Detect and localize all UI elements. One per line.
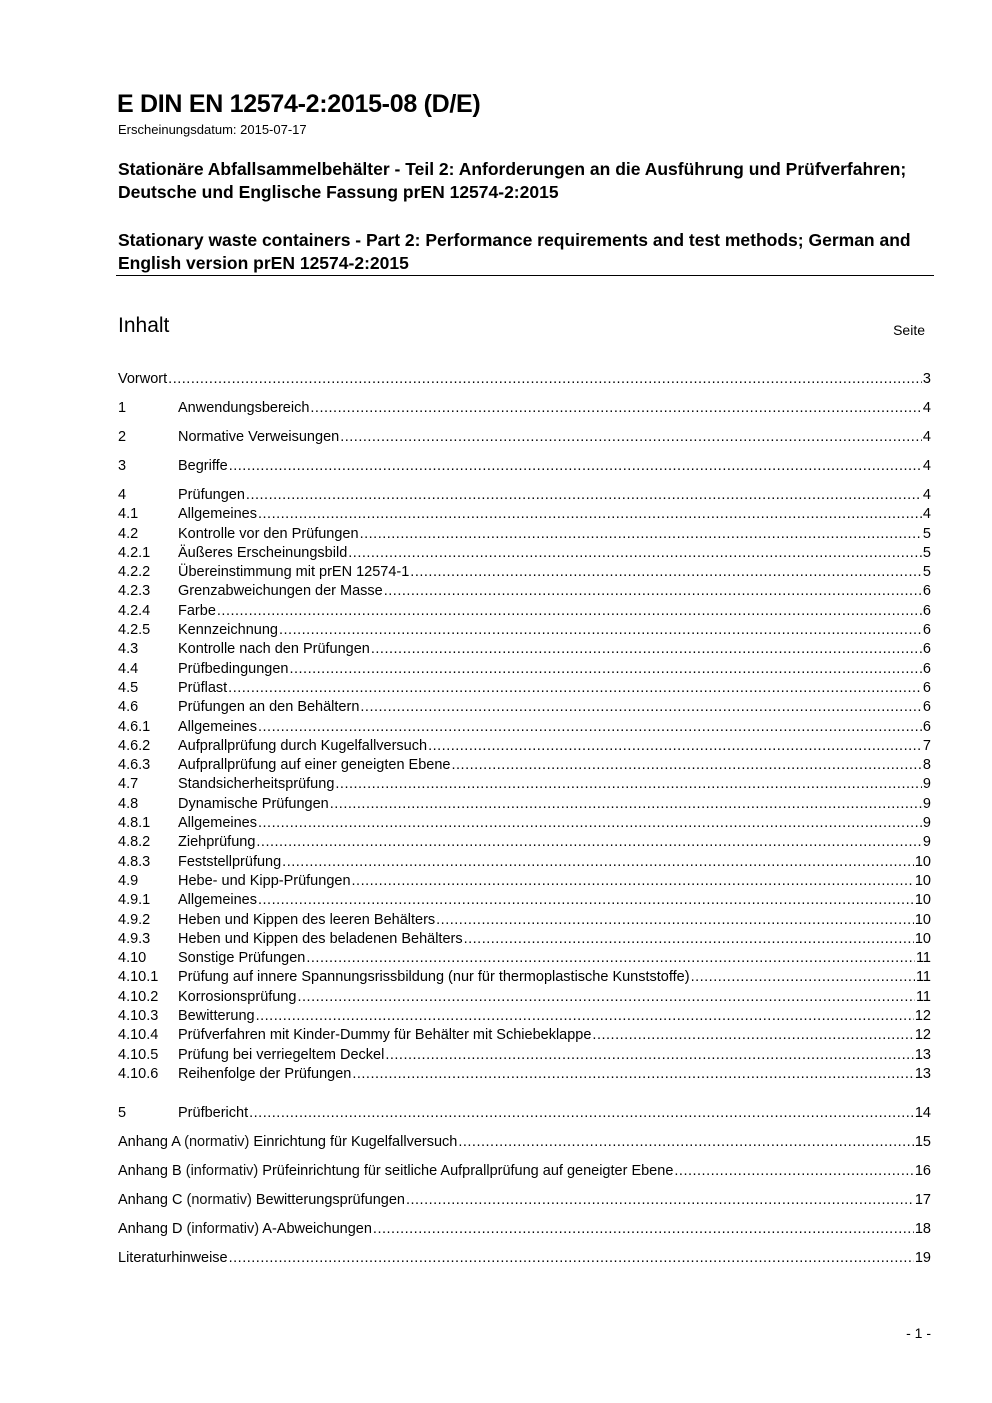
toc-entry[interactable] [118, 1046, 931, 1065]
toc-entry-number: 4.2.4 [118, 603, 151, 619]
toc-leader-dots [258, 505, 922, 524]
toc-entry-page: 6 [922, 680, 931, 696]
annex-type: (normativ) [186, 1192, 252, 1208]
toc-entry[interactable] [118, 718, 931, 737]
toc-entry-page: 11 [915, 950, 931, 966]
toc-entry-title: Normative Verweisungen [178, 429, 340, 445]
toc-entry-number: 4.6 [118, 699, 139, 715]
toc-leader-dots [249, 1104, 914, 1123]
toc-leader-dots [428, 737, 922, 756]
toc-leader-dots [410, 563, 922, 582]
toc-entry-title: Grenzabweichungen der Masse [178, 583, 383, 599]
toc-leader-dots [258, 718, 922, 737]
toc-entry-page: 5 [922, 526, 931, 542]
toc-entry-page: 17 [914, 1192, 931, 1208]
toc-entry[interactable] [118, 891, 931, 910]
toc-annex-entry[interactable] [118, 1220, 931, 1239]
toc-leader-dots [348, 544, 922, 563]
toc-entry-number: 4.2.1 [118, 545, 151, 561]
toc-entry-page: 9 [922, 796, 931, 812]
toc-entry-page: 6 [922, 719, 931, 735]
toc-leader-dots [258, 814, 922, 833]
toc-entry[interactable] [118, 399, 931, 418]
toc-entry-title: Heben und Kippen des beladenen Behälters [178, 931, 463, 947]
toc-entry-title: Korrosionsprüfung [178, 989, 297, 1005]
toc-entry[interactable] [118, 660, 931, 679]
toc-entry-title: Allgemeines [178, 506, 257, 522]
toc-entry-title: Begriffe [178, 458, 228, 474]
toc-entry-title: Feststellprüfung [178, 854, 282, 870]
toc-entry-title: Prüfbedingungen [178, 661, 289, 677]
toc-entry-title: Reihenfolge der Prüfungen [178, 1066, 352, 1082]
toc-leader-dots [592, 1026, 913, 1045]
toc-entry-number: 3 [118, 458, 127, 474]
toc-leader-dots [373, 1220, 914, 1239]
toc-entry-number: 4.9.3 [118, 931, 151, 947]
toc-entry[interactable] [118, 775, 931, 794]
toc-entry-number: 4.2 [118, 526, 139, 542]
toc-entry-title: Anwendungsbereich [178, 400, 310, 416]
toc-annex-entry[interactable] [118, 1133, 931, 1152]
toc-leader-dots [691, 968, 915, 987]
toc-entry-page: 10 [914, 854, 931, 870]
toc-entry-number: 1 [118, 400, 127, 416]
toc-entry[interactable] [118, 1104, 931, 1123]
toc-entry-title: Prüfbericht [178, 1105, 249, 1121]
toc-entry-number: 4.8.2 [118, 834, 151, 850]
toc-page-label: Seite [893, 322, 925, 338]
toc-entry-number: 4.6.1 [118, 719, 151, 735]
toc-entry-title: Vorwort [118, 371, 168, 387]
toc-entry-page: 16 [914, 1163, 931, 1179]
toc-entry-number: 4 [118, 487, 127, 503]
toc-entry-page: 5 [922, 564, 931, 580]
toc-leader-dots [258, 891, 914, 910]
toc-entry-title: Heben und Kippen des leeren Behälters [178, 912, 436, 928]
toc-leader-dots [458, 1133, 914, 1152]
toc-entry-number: 4.8.3 [118, 854, 151, 870]
toc-entry[interactable] [118, 698, 931, 717]
toc-entry-number: 4.10.5 [118, 1047, 159, 1063]
toc-entry-page: 6 [922, 699, 931, 715]
toc-entry-page: 7 [922, 738, 931, 754]
toc-entry-number: 4.1 [118, 506, 139, 522]
toc-leader-dots [282, 853, 914, 872]
toc-entry-title: Allgemeines [178, 719, 257, 735]
toc-entry-title: Prüfverfahren mit Kinder-Dummy für Behälter mit Schiebeklappe [178, 1027, 592, 1043]
bibliography-title: Literaturhinweise [118, 1250, 228, 1266]
toc-entry-title: Kennzeichnung [178, 622, 278, 638]
toc-annex-title-group [118, 1191, 405, 1210]
toc-entry-page: 4 [922, 429, 931, 445]
toc-leader-dots [406, 1191, 914, 1210]
toc-leader-dots [289, 660, 921, 679]
toc-entry-number: 4.10 [118, 950, 147, 966]
toc-entry[interactable] [118, 853, 931, 872]
toc-entry[interactable] [118, 949, 931, 968]
toc-entry-number: 4.9.2 [118, 912, 151, 928]
toc-entry-number: 4.10.2 [118, 989, 159, 1005]
toc-annex-entry[interactable] [118, 1162, 931, 1181]
toc-entry-page: 6 [922, 661, 931, 677]
header-rule [116, 275, 934, 276]
toc-entry-title: Äußeres Erscheinungsbild [178, 545, 348, 561]
toc-entry-title: Prüflast [178, 680, 228, 696]
toc-leader-dots [256, 833, 922, 852]
toc-entry-page: 9 [922, 815, 931, 831]
toc-entry-number: 4.7 [118, 776, 139, 792]
toc-entry-title: Prüfung auf innere Spannungsrissbildung (nur für thermoplastische Kunststoffe) [178, 969, 690, 985]
toc-leader-dots [306, 949, 915, 968]
toc-entry-page: 6 [922, 583, 931, 599]
toc-entry-number: 4.2.3 [118, 583, 151, 599]
toc-entry[interactable] [118, 795, 931, 814]
toc-entry-number: 4.2.5 [118, 622, 151, 638]
toc-entry-page: 10 [914, 873, 931, 889]
toc-entry-page: 6 [922, 641, 931, 657]
toc-entry-number: 4.9.1 [118, 892, 151, 908]
toc-entry-page: 8 [922, 757, 931, 773]
toc-leader-dots [298, 988, 915, 1007]
toc-entry-number: 4.10.1 [118, 969, 159, 985]
toc-leader-dots [335, 775, 922, 794]
toc-entry-page: 15 [914, 1134, 931, 1150]
toc-leader-dots [217, 602, 922, 621]
toc-entry[interactable] [118, 505, 931, 524]
toc-entry-page: 18 [914, 1221, 931, 1237]
toc-entry-number: 4.10.4 [118, 1027, 159, 1043]
toc-leader-dots [451, 756, 921, 775]
toc-entry-title: Aufprallprüfung durch Kugelfallversuch [178, 738, 428, 754]
annex-title: A-Abweichungen [262, 1221, 372, 1237]
toc-leader-dots [360, 698, 922, 717]
toc-entry-page: 13 [914, 1047, 931, 1063]
toc-entry-number: 4.8.1 [118, 815, 151, 831]
toc-entry-page: 4 [922, 400, 931, 416]
toc-entry-number: 2 [118, 429, 127, 445]
toc-annex-title-group [118, 1133, 457, 1152]
toc-entry-number: 4.3 [118, 641, 139, 657]
toc-entry[interactable] [118, 968, 931, 987]
annex-title: Prüfeinrichtung für seitliche Aufprallprüfung auf geneigter Ebene [262, 1163, 674, 1179]
annex-title: Einrichtung für Kugelfallversuch [253, 1134, 458, 1150]
toc-entry-title: Allgemeines [178, 815, 257, 831]
toc-entry-title: Sonstige Prüfungen [178, 950, 306, 966]
toc-entry[interactable] [118, 756, 931, 775]
annex-label: Anhang A [118, 1134, 181, 1150]
toc-entry-title: Kontrolle vor den Prüfungen [178, 526, 359, 542]
toc-entry-page: 13 [914, 1066, 931, 1082]
toc-leader-dots [310, 399, 922, 418]
toc-annex-title-group [118, 1220, 372, 1239]
toc-entry[interactable] [118, 833, 931, 852]
annex-type: (normativ) [184, 1134, 250, 1150]
toc-entry-page: 6 [922, 603, 931, 619]
toc-entry-number: 4.10.3 [118, 1008, 159, 1024]
toc-leader-dots [330, 795, 922, 814]
toc-entry-number: 4.8 [118, 796, 139, 812]
toc-entry-number: 4.10.6 [118, 1066, 159, 1082]
toc-entry-page: 10 [914, 912, 931, 928]
toc-leader-dots [340, 428, 922, 447]
toc-bibliography-entry[interactable] [118, 1249, 931, 1268]
toc-leader-dots [229, 1249, 914, 1268]
toc-leader-dots [360, 525, 922, 544]
annex-label: Anhang C [118, 1192, 183, 1208]
toc-entry[interactable] [118, 525, 931, 544]
toc-entry[interactable] [118, 602, 931, 621]
toc-entry-title: Bewitterung [178, 1008, 255, 1024]
toc-entry[interactable] [118, 1007, 931, 1026]
annex-label: Anhang D [118, 1221, 183, 1237]
toc-entry-number: 5 [118, 1105, 127, 1121]
toc-leader-dots [352, 872, 914, 891]
toc-entry-title: Kontrolle nach den Prüfungen [178, 641, 370, 657]
toc-entry-page: 5 [922, 545, 931, 561]
annex-type: (informativ) [186, 1221, 260, 1237]
toc-entry-title: Prüfungen an den Behältern [178, 699, 360, 715]
toc-leader-dots [229, 457, 922, 476]
toc-entry-number: 4.6.2 [118, 738, 151, 754]
toc-heading: Inhalt [118, 314, 170, 337]
toc-leader-dots [674, 1162, 913, 1181]
toc-leader-dots [385, 1046, 914, 1065]
toc-leader-dots [256, 1007, 914, 1026]
toc-entry[interactable] [118, 1065, 931, 1084]
toc-entry-page: 19 [914, 1250, 931, 1266]
toc-entry-page: 3 [922, 371, 931, 387]
title-german: Stationäre Abfallsammelbehälter - Teil 2: Anforderungen an die Ausführung und Prüfverfahren; Deutsche und Englische Fassung prEN 12574-2:2015 [118, 159, 907, 202]
toc-entry-page: 9 [922, 834, 931, 850]
toc-leader-dots [246, 486, 922, 505]
toc-entry-page: 9 [922, 776, 931, 792]
toc-entry-number: 4.4 [118, 661, 139, 677]
toc-entry-page: 10 [914, 931, 931, 947]
toc-entry-page: 12 [914, 1027, 931, 1043]
toc-entry-page: 4 [922, 506, 931, 522]
toc-entry[interactable] [118, 563, 931, 582]
toc-leader-dots [168, 370, 922, 389]
toc-entry-number: 4.2.2 [118, 564, 151, 580]
toc-entry-number: 4.6.3 [118, 757, 151, 773]
toc-leader-dots [352, 1065, 914, 1084]
toc-entry[interactable] [118, 679, 931, 698]
toc-entry-title: Ziehprüfung [178, 834, 256, 850]
toc-entry[interactable] [118, 872, 931, 891]
toc-entry[interactable] [118, 486, 931, 505]
toc-entry-page: 12 [914, 1008, 931, 1024]
toc-entry[interactable] [118, 544, 931, 563]
toc-entry-title: Farbe [178, 603, 216, 619]
toc-entry[interactable] [118, 814, 931, 833]
toc-entry[interactable] [118, 582, 931, 601]
toc-leader-dots [228, 679, 922, 698]
publication-date: Erscheinungsdatum: 2015-07-17 [118, 122, 307, 137]
toc-entry-page: 10 [914, 892, 931, 908]
toc-entry-page: 11 [915, 969, 931, 985]
toc-entry-page: 4 [922, 487, 931, 503]
toc-entry[interactable] [118, 640, 931, 659]
toc-leader-dots [464, 930, 914, 949]
document-id: E DIN EN 12574-2:2015-08 (D/E) [117, 90, 481, 118]
toc-entry-page: 4 [922, 458, 931, 474]
annex-title: Bewitterungsprüfungen [255, 1192, 405, 1208]
annex-type: (informativ) [185, 1163, 259, 1179]
toc-entry-title: Übereinstimmung mit prEN 12574-1 [178, 564, 410, 580]
toc-entry-title: Standsicherheitsprüfung [178, 776, 335, 792]
footer-page-number: - 1 - [906, 1325, 931, 1341]
toc-entry[interactable] [118, 737, 931, 756]
toc-entry-title: Allgemeines [178, 892, 257, 908]
toc-entry[interactable] [118, 457, 931, 476]
toc-entry[interactable] [118, 988, 931, 1007]
toc-entry-title: Dynamische Prüfungen [178, 796, 329, 812]
toc-entry[interactable] [118, 911, 931, 930]
toc-entry-title: Prüfung bei verriegeltem Deckel [178, 1047, 385, 1063]
title-english: Stationary waste containers - Part 2: Performance requirements and test methods; German and English version prEN 12574-2:2015 [118, 230, 911, 273]
toc-leader-dots [384, 582, 922, 601]
toc-leader-dots [279, 621, 922, 640]
toc-entry-title: Prüfungen [178, 487, 245, 503]
toc-annex-title-group [118, 1162, 673, 1181]
toc-entry[interactable] [118, 930, 931, 949]
toc-entry[interactable] [118, 370, 931, 389]
toc-entry-title: Aufprallprüfung auf einer geneigten Ebene [178, 757, 451, 773]
toc-entry-title: Hebe- und Kipp-Prüfungen [178, 873, 351, 889]
toc-leader-dots [436, 911, 914, 930]
toc-entry-page: 6 [922, 622, 931, 638]
toc-annex-entry[interactable] [118, 1191, 931, 1210]
toc-entry-number: 4.5 [118, 680, 139, 696]
toc-entry[interactable] [118, 428, 931, 447]
toc-entry[interactable] [118, 621, 931, 640]
toc-entry-number: 4.9 [118, 873, 139, 889]
toc-entry-page: 14 [914, 1105, 931, 1121]
annex-label: Anhang B [118, 1163, 182, 1179]
toc-leader-dots [371, 640, 922, 659]
toc-entry-page: 11 [915, 989, 931, 1005]
toc-entry[interactable] [118, 1026, 931, 1045]
